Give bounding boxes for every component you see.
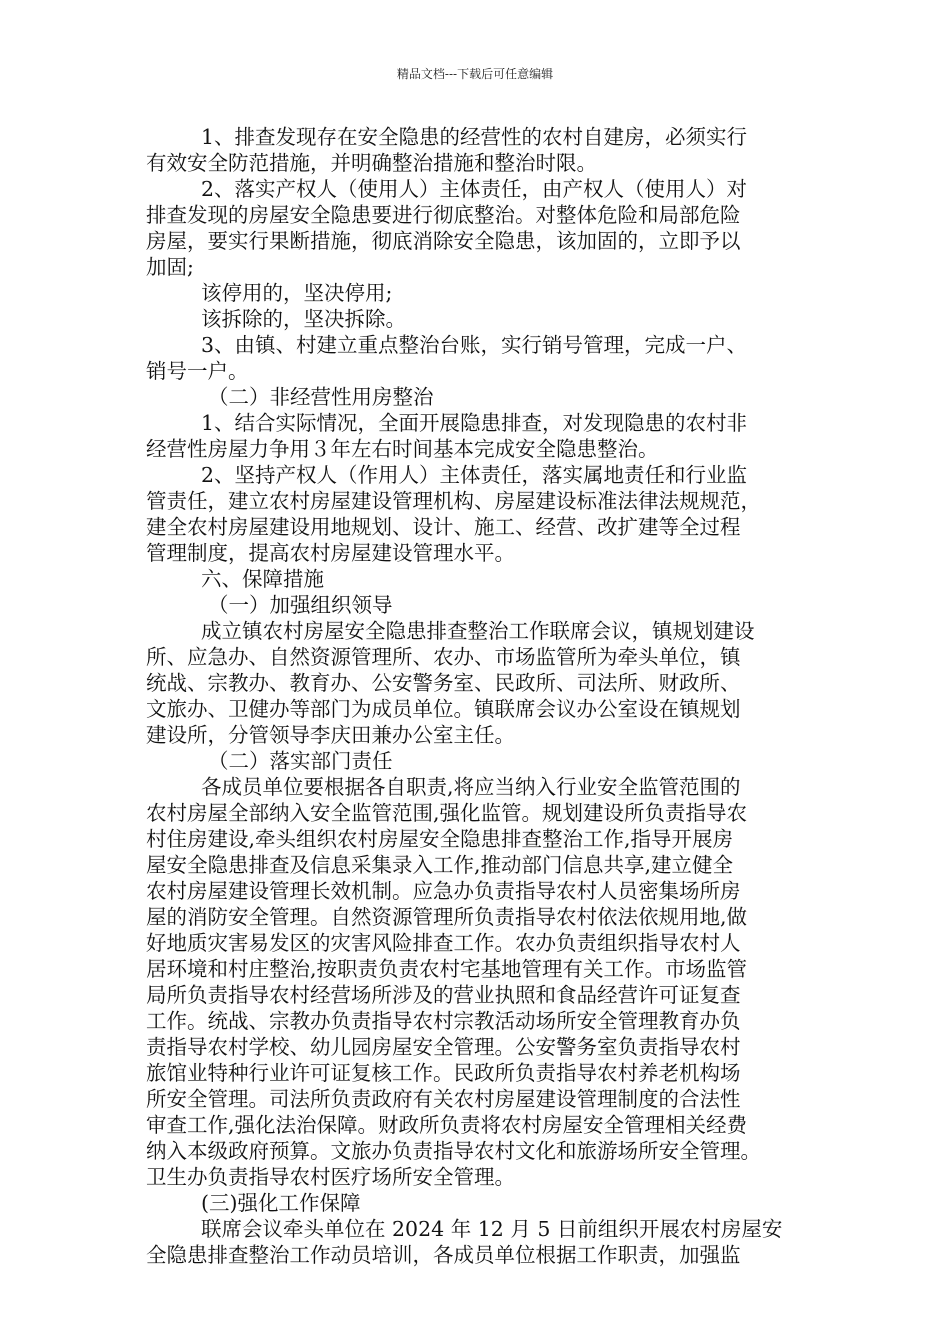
text-line: 成立镇农村房屋安全隐患排查整治工作联席会议，镇规划建设: [201, 619, 755, 643]
text-line: 所、应急办、自然资源管理所、农办、市场监管所为牵头单位，镇: [146, 645, 741, 669]
text-line: 农村房屋建设管理长效机制。应急办负责指导农村人员密集场所房: [146, 879, 741, 903]
text-line: 排查发现的房屋安全隐患要进行彻底整治。对整体危险和局部危险: [146, 203, 741, 227]
text-line: 2、坚持产权人（作用人）主体责任，落实属地责任和行业监: [201, 463, 748, 487]
text-line: 所安全管理。司法所负责政府有关农村房屋建设管理制度的合法性: [146, 1087, 741, 1111]
page-header: 精品文档---下载后可任意编辑: [396, 67, 554, 81]
text-line: 2、落实产权人（使用人）主体责任，由产权人（使用人）对: [201, 177, 748, 201]
text-line: 审查工作,强化法治保障。财政所负责将农村房屋安全管理相关经费: [146, 1113, 748, 1137]
text-line: (三)强化工作保障: [201, 1191, 361, 1215]
text-line: 责指导农村学校、幼儿园房屋安全管理。公安警务室负责指导农村: [146, 1035, 741, 1059]
text-line: 工作。统战、宗教办负责指导农村宗教活动场所安全管理教育办负: [146, 1009, 741, 1033]
text-line: 建全农村房屋建设用地规划、设计、施工、经营、改扩建等全过程: [146, 515, 741, 539]
text-line: 居环境和村庄整治,按职责负责农村宅基地管理有关工作。市场监管: [146, 957, 748, 981]
text-line: 1、排查发现存在安全隐患的经营性的农村自建房，必须实行: [201, 125, 748, 149]
document-body: [146, 124, 810, 1268]
text-line: 3、由镇、村建立重点整治台账，实行销号管理，完成一户、: [201, 333, 748, 357]
text-line: 局所负责指导农村经营场所涉及的营业执照和食品经营许可证复查: [146, 983, 741, 1007]
text-line: 农村房屋全部纳入安全监管范围,强化监管。规划建设所负责指导农: [146, 801, 748, 825]
text-line: （二）非经营性用房整治: [208, 385, 434, 409]
text-line: 六、保障措施: [201, 567, 324, 591]
text-line: 旅馆业特种行业许可证复核工作。民政所负责指导农村养老机构场: [146, 1061, 741, 1085]
text-line: 该拆除的，坚决拆除。: [201, 307, 406, 331]
text-line: 各成员单位要根据各自职责,将应当纳入行业安全监管范围的: [201, 775, 741, 799]
text-line: 联席会议牵头单位在 2024 年 12 月 5 日前组织开展农村房屋安: [201, 1217, 783, 1241]
text-line: 管责任，建立农村房屋建设管理机构、房屋建设标准法律法规规范，: [146, 489, 761, 513]
text-line: 屋安全隐患排查及信息采集录入工作,推动部门信息共享,建立健全: [146, 853, 734, 877]
text-line: 文旅办、卫健办等部门为成员单位。镇联席会议办公室设在镇规划: [146, 697, 741, 721]
text-line: 村住房建设,牵头组织农村房屋安全隐患排查整治工作,指导开展房: [146, 827, 734, 851]
text-line: 管理制度，提高农村房屋建设管理水平。: [146, 541, 515, 565]
text-line: 房屋，要实行果断措施，彻底消除安全隐患，该加固的，立即予以: [146, 229, 741, 253]
text-line: 销号一户。: [146, 359, 249, 383]
text-line: 有效安全防范措施，并明确整治措施和整治时限。: [146, 151, 597, 175]
text-line: 纳入本级政府预算。文旅办负责指导农村文化和旅游场所安全管理。: [146, 1139, 761, 1163]
text-line: 屋的消防安全管理。自然资源管理所负责指导农村依法依规用地,做: [146, 905, 748, 929]
text-line: 全隐患排查整治工作动员培训，各成员单位根据工作职责，加强监: [146, 1243, 741, 1267]
text-line: 好地质灾害易发区的灾害风险排查工作。农办负责组织指导农村人: [146, 931, 741, 955]
text-line: 1、结合实际情况，全面开展隐患排查，对发现隐患的农村非: [201, 411, 748, 435]
text-line: 卫生办负责指导农村医疗场所安全管理。: [146, 1165, 515, 1189]
text-line: （一）加强组织领导: [208, 593, 393, 617]
text-line: 统战、宗教办、教育办、公安警务室、民政所、司法所、财政所、: [146, 671, 741, 695]
text-line: 该停用的，坚决停用;: [201, 281, 393, 305]
text-line: （二）落实部门责任: [208, 749, 393, 773]
text-line: 经营性房屋力争用３年左右时间基本完成安全隐患整治。: [146, 437, 659, 461]
text-line: 建设所，分管领导李庆田兼办公室主任。: [146, 723, 515, 747]
text-line: 加固;: [146, 255, 194, 279]
